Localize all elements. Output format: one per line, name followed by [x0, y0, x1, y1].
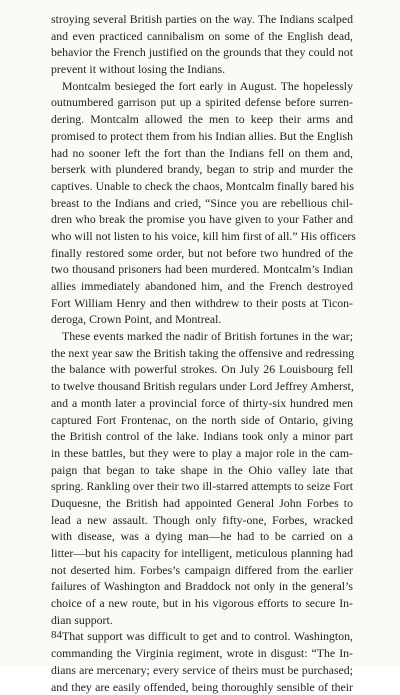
text-line: choice of a new route, but in his vigorous efforts to secure In- — [51, 595, 353, 612]
text-line: captured Fort Frontenac, on the north side of Ontario, giving — [51, 412, 353, 429]
text-line: behavior the French justified on the grounds that they could not — [51, 44, 353, 61]
text-line: in these battles, but they were to play a major role in the cam- — [51, 445, 353, 462]
text-line: spring. Rankling over their two ill-starred attempts to seize Fort — [51, 478, 353, 495]
text-line: paign that began to take shape in the Ohio valley late that — [51, 462, 353, 479]
text-line: had no sooner left the fort than the Indians fell on them and, — [51, 145, 353, 162]
text-line: with disease, was a dying man—he had to be carried on a — [51, 528, 353, 545]
text-line: who will not listen to his voice, kill him first of all.” His officers — [51, 228, 353, 245]
text-line: the next year saw the British taking the offensive and redressing — [51, 345, 353, 362]
text-line: Montcalm besieged the fort early in August. The hopelessly — [51, 78, 353, 95]
text-line: and even practiced cannibalism on some of the English dead, — [51, 28, 353, 45]
text-line: breast to the Indians and cried, “Since you are rebellious chil- — [51, 195, 353, 212]
text-line: lead a new assault. Though only fifty-one, Forbes, wracked — [51, 512, 353, 529]
text-line: prevent it without losing the Indians. — [51, 61, 353, 78]
text-line: deroga, Crown Point, and Montreal. — [51, 311, 353, 328]
text-line: commanding the Virginia regiment, wrote in disgust: “The In- — [51, 645, 353, 662]
text-line: allies immediately abandoned him, and the French destroyed — [51, 278, 353, 295]
text-line: dians are mercenary; every service of theirs must be purchased; — [51, 662, 353, 679]
text-line: not deserted him. Forbes’s campaign differed from the earlier — [51, 562, 353, 579]
text-line: outnumbered garrison put up a spirited defense before surren- — [51, 94, 353, 111]
text-line: stroying several British parties on the way. The Indians scalped — [51, 11, 353, 28]
text-line: the British control of the lake. Indians took only a minor part — [51, 428, 353, 445]
text-line: These events marked the nadir of British fortunes in the war; — [51, 328, 353, 345]
text-line: to twelve thousand British regulars under Lord Jeffrey Amherst, — [51, 378, 353, 395]
text-line: promised to protect them from his Indian allies. But the English — [51, 128, 353, 145]
text-line: two thousand prisoners had been murdered. Montcalm’s Indian — [51, 261, 353, 278]
text-line: dian support. — [51, 612, 353, 629]
text-line: Fort William Henry and then withdrew to their posts at Ticon- — [51, 295, 353, 312]
text-line: failures of Washington and Braddock not only in the general’s — [51, 578, 353, 595]
text-line: That support was difficult to get and to control. Washington, — [51, 628, 353, 645]
text-line: dering. Montcalm allowed the men to keep their arms and — [51, 111, 353, 128]
body-text — [51, 11, 353, 695]
page-number: 84 — [51, 629, 62, 641]
text-line: and they are easily offended, being thoroughly sensible of their — [51, 679, 353, 695]
text-line: Duquesne, the British had appointed General John Forbes to — [51, 495, 353, 512]
text-line: dren who break the promise you have given to your Father and — [51, 211, 353, 228]
text-line: the balance with powerful strokes. On July 26 Louisbourg fell — [51, 361, 353, 378]
text-line: and a month later a provincial force of thirty-six hundred men — [51, 395, 353, 412]
text-line: finally restored some order, but not before two hundred of the — [51, 245, 353, 262]
text-line: berserk with plundered brandy, began to strip and murder the — [51, 161, 353, 178]
text-line: litter—but his capacity for intelligent, meticulous planning had — [51, 545, 353, 562]
text-line: captives. Unable to check the chaos, Montcalm finally bared his — [51, 178, 353, 195]
